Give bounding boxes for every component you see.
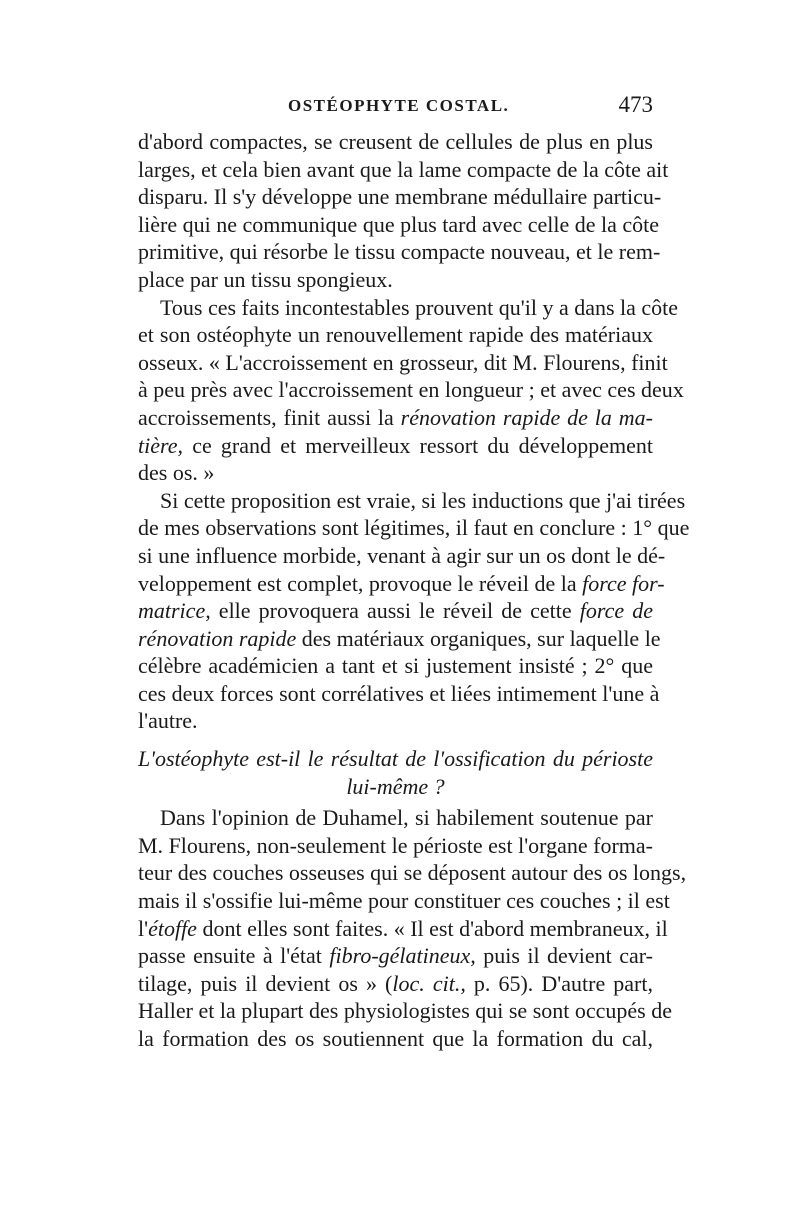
running-head: OSTÉOPHYTE COSTAL. — [288, 96, 510, 115]
text-line: célèbre académicien a tant et si justement insisté ; 2° que — [138, 653, 653, 679]
text-line: Si cette proposition est vraie, si les inductions que j'ai tirées — [160, 487, 686, 513]
text-line: d'abord compactes, se creusent de cellules de plus en plus — [138, 129, 653, 154]
page-number: 473 — [618, 92, 653, 117]
text-line — [138, 970, 653, 998]
italic-span: loc. cit., — [392, 970, 466, 996]
paragraph-4 — [138, 804, 687, 1052]
italic-span: force de — [579, 598, 653, 624]
text-line: de mes observations sont légitimes, il faut en conclure : 1° que — [138, 515, 690, 541]
paragraph-3 — [138, 487, 690, 735]
text-line: ces deux forces sont corrélatives et liées intimement l'une à — [138, 680, 660, 706]
paragraph-2 — [138, 294, 684, 487]
section-heading — [138, 745, 653, 800]
text-span: passe ensuite à l'état — [138, 943, 330, 969]
text-line: à peu près avec l'accroissement en longueur ; et avec ces deux — [138, 377, 684, 403]
paragraph-1 — [138, 128, 669, 294]
italic-span: étoffe — [148, 915, 197, 941]
text-line — [138, 915, 668, 943]
text-span: ce grand et merveilleux ressort du développement — [183, 432, 653, 458]
text-line: disparu. Il s'y développe une membrane médullaire particu- — [138, 184, 662, 210]
italic-span: fibro-gélatineux, — [329, 943, 476, 969]
heading-line: L'ostéophyte est-il le résultat de l'ossification du périoste — [138, 746, 653, 772]
text-line — [138, 597, 653, 625]
text-line: lière qui ne communique que plus tard avec celle de la côte — [138, 211, 660, 237]
text-line — [138, 625, 661, 653]
text-line: osseux. « L'accroissement en grosseur, dit M. Flourens, finit — [138, 349, 668, 375]
page-header — [138, 92, 653, 122]
italic-span: rénovation rapide — [138, 625, 297, 651]
text-line: larges, et cela bien avant que la lame compacte de la côte ait — [138, 156, 669, 182]
text-line — [138, 570, 665, 598]
body-text — [138, 128, 690, 1053]
text-line: mais il s'ossifie lui-même pour constituer ces couches ; il est — [138, 888, 670, 914]
text-line: M. Flourens, non-seulement le périoste est l'organe forma- — [138, 832, 653, 858]
italic-span: force for- — [582, 570, 665, 596]
text-span: p. 65). D'autre part, — [465, 970, 653, 996]
italic-span: tière, — [138, 432, 183, 458]
text-line: Dans l'opinion de Duhamel, si habilement soutenue par — [160, 805, 653, 831]
text-line — [138, 432, 653, 460]
text-line: Tous ces faits incontestables prouvent qu'il y a dans la côte — [160, 294, 679, 320]
text-line: primitive, qui résorbe le tissu compacte nouveau, et le rem- — [138, 239, 661, 265]
text-span: puis il devient car- — [475, 943, 653, 969]
text-span: des matériaux organiques, sur laquelle le — [296, 625, 661, 651]
text-line — [138, 404, 653, 432]
text-span: accroissements, finit aussi la — [138, 404, 401, 430]
text-span: veloppement est complet, provoque le réveil de la — [138, 570, 583, 596]
text-line: Haller et la plupart des physiologistes qui se sont occupés de — [138, 998, 672, 1024]
text-line: des os. » — [138, 460, 215, 486]
text-line: la formation des os soutiennent que la formation du cal, — [138, 1026, 653, 1051]
text-line: l'autre. — [138, 708, 198, 734]
heading-line: lui-même ? — [346, 773, 445, 799]
text-line: teur des couches osseuses qui se déposent autour des os longs, — [138, 860, 687, 886]
text-span: l' — [138, 915, 149, 941]
section-gap — [138, 735, 653, 745]
text-span: dont elles sont faites. « Il est d'abord membraneux, il — [196, 915, 668, 941]
text-span: elle provoquera aussi le réveil de cette — [210, 598, 580, 624]
italic-span: matrice, — [138, 598, 211, 624]
text-line: place par un tissu spongieux. — [138, 266, 393, 292]
text-line: et son ostéophyte un renouvellement rapide des matériaux — [138, 322, 653, 348]
text-line: si une influence morbide, venant à agir sur un os dont le dé- — [138, 542, 666, 568]
italic-span: rénovation rapide de la ma- — [400, 404, 653, 430]
text-line — [138, 942, 653, 970]
text-span: tilage, puis il devient os » ( — [138, 970, 393, 996]
